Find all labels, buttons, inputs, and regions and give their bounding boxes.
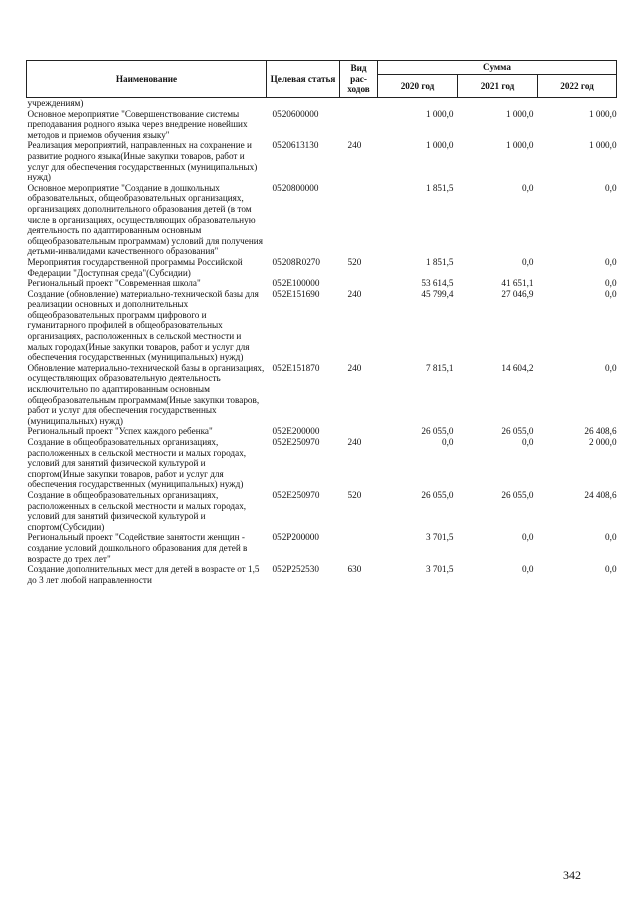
row-sum-2022: 1 000,0 <box>588 140 617 151</box>
table-row <box>27 183 617 257</box>
table-header <box>27 61 617 98</box>
row-sum-2020: 3 701,5 <box>425 564 454 575</box>
row-sum-2021: 0,0 <box>522 256 534 267</box>
table-row <box>27 426 617 437</box>
budget-document <box>26 60 616 585</box>
row-sum-2020: 45 799,4 <box>421 288 454 299</box>
row-sum-2021: 0,0 <box>522 532 534 543</box>
row-name: Основное мероприятие "Совершенствование системы преподавания родного языка через внедрение новейших методов и приемов обучения языку" <box>27 108 248 140</box>
row-sum-2021: 41 651,1 <box>501 278 534 289</box>
row-sum-2020: 0,0 <box>442 437 454 447</box>
row-vid: 630 <box>347 564 362 575</box>
header-2020: 2020 год <box>378 75 458 98</box>
table-row <box>27 363 617 427</box>
row-sum-2021: 26 055,0 <box>501 489 534 500</box>
row-sum-2021: 0,0 <box>522 182 534 193</box>
row-vid: 240 <box>347 140 362 151</box>
row-sum-2021: 0,0 <box>522 564 534 575</box>
table-row <box>27 98 617 109</box>
row-name: Обновление материально-технической базы в организациях, осуществляющих образовательную деятельность исключительно по адаптированным основным общеобразовательным программам(Иные закупки товаров, работ и услуг для обеспечения государственных (муниципальных) нужд) <box>27 362 265 426</box>
row-code <box>267 98 340 109</box>
row-vid: 520 <box>347 489 362 500</box>
row-vid <box>340 278 378 289</box>
row-sum-2022: 0,0 <box>605 362 617 373</box>
table-row <box>27 140 617 182</box>
row-sum-2020: 1 851,5 <box>425 182 454 193</box>
table-row <box>27 437 617 490</box>
row-vid <box>340 98 378 109</box>
row-name: Реализация мероприятий, направленных на сохранение и развитие родного языка(Иные закупки товаров, работ и услуг для обеспечения государственных (муниципальных) нужд) <box>27 140 258 183</box>
row-sum-2022: 0,0 <box>605 182 617 193</box>
header-2021: 2021 год <box>458 75 538 98</box>
row-sum-2021: 14 604,2 <box>501 362 534 373</box>
row-name: Региональный проект "Современная школа" <box>27 278 201 289</box>
row-sum-2020: 3 701,5 <box>425 532 454 543</box>
header-sum: Сумма <box>378 61 617 75</box>
row-vid <box>340 183 378 257</box>
row-code: 0520800000 <box>272 182 319 193</box>
row-sum-2021: 1 000,0 <box>505 108 534 119</box>
row-name: Создание в общеобразовательных организациях, расположенных в сельской местности и малых городах, условий для занятий физической культурой и спортом(Субсидии) <box>27 489 247 532</box>
row-code: 052E250970 <box>272 437 320 447</box>
row-code: 052E100000 <box>272 278 320 289</box>
table-row <box>27 257 617 278</box>
row-vid <box>340 532 378 564</box>
row-code: 0520613130 <box>272 140 319 151</box>
row-sum-2020: 26 055,0 <box>421 489 454 500</box>
row-sum-2020: 1 000,0 <box>425 108 454 119</box>
row-name: Создание в общеобразовательных организациях, расположенных в сельской местности и малых городах, условий для занятий физической культурой и спортом(Иные закупки товаров, работ и услуг для обеспечения государственных (муниципальных) нужд) <box>27 437 247 490</box>
row-sum-2022: 1 000,0 <box>588 108 617 119</box>
table-row <box>27 109 617 141</box>
row-sum-2020: 1 851,5 <box>425 256 454 267</box>
row-vid <box>340 109 378 141</box>
row-sum-2021: 0,0 <box>522 437 534 447</box>
row-sum-2022: 0,0 <box>605 256 617 267</box>
table-row <box>27 278 617 289</box>
row-sum-2020: 26 055,0 <box>421 426 454 437</box>
header-name: Наименование <box>27 61 267 98</box>
row-sum-2021: 1 000,0 <box>505 140 534 151</box>
row-sum-2020: 1 000,0 <box>425 140 454 151</box>
table-row <box>27 532 617 564</box>
row-code: 052E151870 <box>272 362 320 373</box>
row-vid: 240 <box>347 437 362 447</box>
row-code: 052E200000 <box>272 426 320 437</box>
row-sum-2022: 0,0 <box>605 278 617 289</box>
row-code: 052E250970 <box>272 489 320 500</box>
row-code: 05208R0270 <box>272 256 320 267</box>
table-row <box>27 564 617 585</box>
row-sum-2021 <box>458 98 538 109</box>
header-code: Целевая статья <box>267 61 340 98</box>
row-sum-2021: 26 055,0 <box>501 426 534 437</box>
row-name: Основное мероприятие "Создание в дошкольных образовательных, общеобразовательных организациях, организациях дополнительного образования детей (в том числе в организациях, осуществляющих образовательную деятельность по адаптированным основным общеобразовательным программам) условий для получения детьми-инвалидами качественного образования" <box>27 182 263 257</box>
row-code: 0520600000 <box>272 108 319 119</box>
header-vid: Вид рас-ходов <box>340 61 378 98</box>
table-row <box>27 490 617 532</box>
row-sum-2022: 0,0 <box>605 564 617 575</box>
row-code: 052E151690 <box>272 288 320 299</box>
row-sum-2022 <box>538 98 617 109</box>
row-sum-2022: 2 000,0 <box>588 437 617 447</box>
table-body <box>27 98 617 586</box>
row-name: учреждениям) <box>27 98 84 108</box>
budget-table <box>26 60 617 585</box>
table-row <box>27 289 617 363</box>
row-sum-2020: 53 614,5 <box>421 278 454 289</box>
row-sum-2020 <box>378 98 458 109</box>
row-sum-2020: 7 815,1 <box>425 362 454 373</box>
row-vid: 520 <box>347 256 362 267</box>
row-sum-2022: 0,0 <box>605 288 617 299</box>
row-vid: 240 <box>347 362 362 373</box>
row-name: Региональный проект "Содействие занятости женщин - создание условий дошкольного образования для детей в возрасте до трех лет" <box>27 532 248 564</box>
row-name: Мероприятия государственной программы Российской Федерации "Доступная среда"(Субсидии) <box>27 256 243 278</box>
row-name: Создание дополнительных мест для детей в возрасте от 1,5 до 3 лет любой направленности <box>27 564 260 585</box>
row-sum-2022: 24 408,6 <box>584 489 617 500</box>
row-code: 052P200000 <box>272 532 319 543</box>
row-vid <box>340 426 378 437</box>
page-number: 342 <box>563 868 581 882</box>
row-name: Создание (обновление) материально-технической базы для реализации основных и дополнительных общеобразовательных программ цифрового и гуманитарного профилей в общеобразовательных организациях, расположенных в сельской местности и малых городах(Иные закупки товаров, работ и услуг для обеспечения государственных (муниципальных) нужд) <box>27 288 259 363</box>
row-vid: 240 <box>347 288 362 299</box>
row-code: 052P252530 <box>272 564 319 575</box>
row-sum-2021: 27 046,9 <box>501 288 534 299</box>
row-sum-2022: 26 408,6 <box>584 426 617 437</box>
header-2022: 2022 год <box>538 75 617 98</box>
row-name: Региональный проект "Успех каждого ребенка" <box>27 426 213 437</box>
row-sum-2022: 0,0 <box>605 532 617 543</box>
